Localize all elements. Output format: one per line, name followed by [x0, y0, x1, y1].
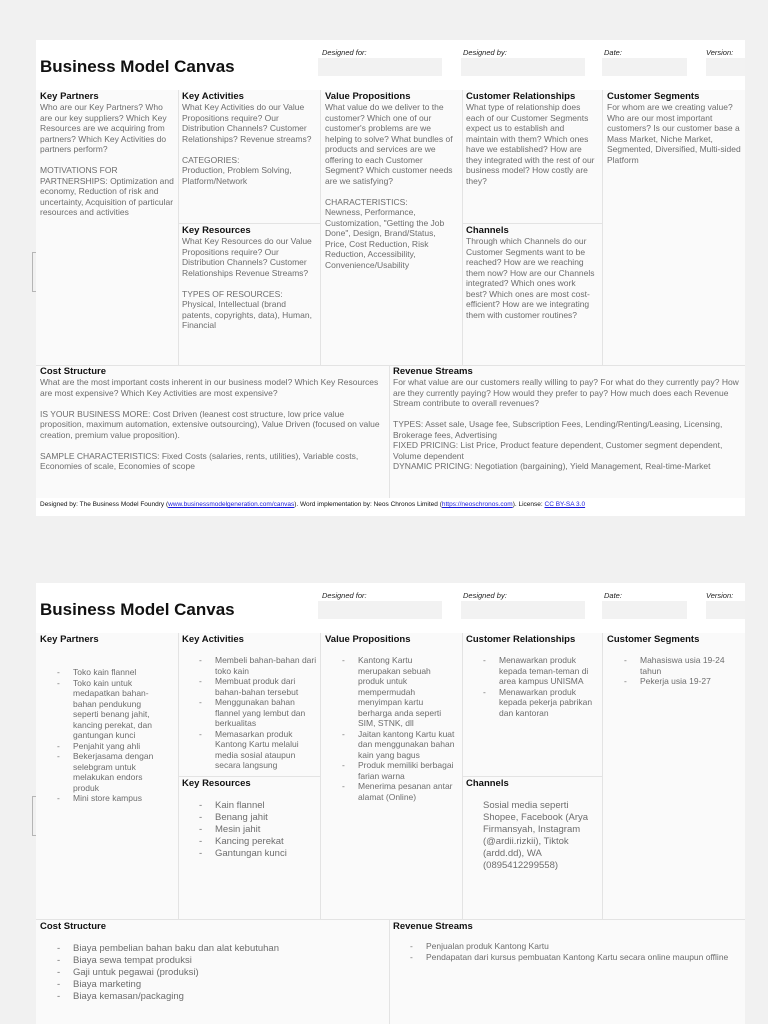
value-propositions-list [342, 655, 456, 802]
canvas-link[interactable]: www.businessmodelgeneration.com/canvas [168, 501, 295, 508]
channels-text: Through which Channels do our Customer Segments want to be reached? How are we reaching them now? How are our Channels integrated? Which ones work best? Which ones are most cost-efficient? How are we integrating them with customer routines? [466, 236, 595, 320]
date-field[interactable] [602, 58, 687, 76]
key-resources-list [199, 800, 317, 860]
revenue-streams-list [410, 941, 732, 962]
customer-segments-title: Customer Segments [607, 634, 700, 645]
key-activities-cell [178, 90, 320, 223]
value-propositions-cell [321, 633, 462, 920]
date-label: Date: [604, 48, 622, 57]
grid-divider [462, 90, 463, 365]
list-item: - Jaitan kantong Kartu kuat dan menggunakan bahan kain yang bagus [342, 729, 456, 761]
list-item: - Mahasiswa usia 19-24 tahun [624, 655, 736, 676]
footer-license-prefix: ). License: [512, 501, 545, 508]
list-item: - Membeli bahan-bahan dari toko kain [199, 655, 317, 676]
license-link[interactable]: CC BY-SA 3.0 [544, 501, 586, 508]
list-item: - Toko kain untuk medapatkan bahan-bahan pendukung seperti benang jahit, kancing perekat, dan gantungan kunci [57, 678, 165, 741]
date-field[interactable] [602, 601, 687, 619]
list-item: - Biaya kemasan/packaging [57, 991, 367, 1003]
designed-for-field[interactable] [318, 58, 442, 76]
cost-structure-title: Cost Structure [40, 366, 106, 377]
grid-divider [320, 633, 321, 920]
key-resources-cell [178, 777, 320, 920]
customer-relationships-title: Customer Relationships [466, 634, 576, 645]
grid-divider [320, 90, 321, 365]
key-activities-title: Key Activities [182, 91, 244, 102]
version-label: Version: [706, 591, 734, 600]
list-item: - Pekerja usia 19-27 [624, 676, 736, 687]
cost-structure-text: What are the most important costs inherent in our business model? Which Key Resources are most expensive? Which Key Activities are most expensive? IS YOUR BUSINESS MORE: Cost Driven (leanest cost structure, low price value proposition, maximum automation, extensive outsourcing), Value Driven (focused on value creation, premium value proposition). SAMPLE CHARACTERISTICS: Fixed Costs (salaries, rents, utilities), Variable costs, Economies of scale, Economies of scope [40, 377, 380, 471]
list-item: - Menggunakan bahan flannel yang lembut dan berkualitas [199, 697, 317, 729]
channels-cell [462, 777, 602, 920]
list-item: - Memasarkan produk Kantong Kartu melalui media sosial ataupun secara langsung [199, 729, 317, 771]
list-item: - Menawarkan produk kepada pekerja pabrikan dan kantoran [483, 687, 601, 719]
designed-by-label: Designed by: [463, 591, 507, 600]
neoschronos-link[interactable]: https://neoschronos.com [441, 501, 513, 508]
version-field[interactable] [706, 601, 745, 619]
customer-relationships-cell [462, 633, 602, 776]
list-item: - Benang jahit [199, 812, 317, 824]
grid-divider [462, 776, 602, 777]
list-item: - Penjualan produk Kantong Kartu [410, 941, 732, 952]
customer-relationships-title: Customer Relationships [466, 91, 576, 102]
channels-title: Channels [466, 778, 509, 789]
list-item: - Kancing perekat [199, 836, 317, 848]
list-item: - Menerima pesanan antar alamat (Online) [342, 781, 456, 802]
channels-title: Channels [466, 225, 509, 236]
key-resources-title: Key Resources [182, 778, 251, 789]
list-item: - Biaya pembelian bahan baku dan alat kebutuhan [57, 943, 367, 955]
designed-by-label: Designed by: [463, 48, 507, 57]
revenue-streams-title: Revenue Streams [393, 921, 473, 932]
value-propositions-cell [321, 90, 462, 365]
key-resources-title: Key Resources [182, 225, 251, 236]
channels-text: Sosial media seperti Shopee, Facebook (Arya Firmansyah, Instagram (@ardii.rizkii), Tiktok (ardd.dd), WA (0895412299558) [483, 800, 589, 871]
list-item: - Gantungan kunci [199, 848, 317, 860]
cost-structure-list [57, 943, 367, 1003]
page-title: Business Model Canvas [40, 600, 235, 619]
cost-structure-title: Cost Structure [40, 921, 106, 932]
canvas-filled-page [36, 583, 745, 1024]
key-activities-list [199, 655, 317, 771]
list-item: - Kain flannel [199, 800, 317, 812]
key-activities-cell [178, 633, 320, 776]
list-item: - Pendapatan dari kursus pembuatan Kantong Kartu secara online maupun offline [410, 952, 732, 963]
list-item: - Gaji untuk pegawai (produksi) [57, 967, 367, 979]
key-partners-title: Key Partners [40, 634, 99, 645]
customer-segments-title: Customer Segments [607, 91, 700, 102]
designed-by-field[interactable] [461, 601, 585, 619]
customer-relationships-list [483, 655, 601, 718]
key-partners-cell [36, 633, 178, 920]
customer-relationships-text: What type of relationship does each of our Customer Segments expect us to establish and maintain with them? Which ones have we established? How are they integrated with the rest of our business model? How costly are they? [466, 102, 595, 186]
grid-divider [389, 365, 390, 498]
list-item: - Kantong Kartu merupakan sebuah produk untuk mempermudah menyimpan kartu berharga anda seperti SIM, STNK, dll [342, 655, 456, 729]
list-item: - Biaya sewa tempat produksi [57, 955, 367, 967]
designed-for-field[interactable] [318, 601, 442, 619]
customer-segments-list [624, 655, 736, 687]
list-item: - Biaya marketing [57, 979, 367, 991]
key-partners-title: Key Partners [40, 91, 99, 102]
key-partners-text: Who are our Key Partners? Who are our key suppliers? Which Key Resources are we acquiring from partners? Which Key Activities do partners perform? MOTIVATIONS FOR PARTNERSHIPS: Optimization and economy, Reduction of risk and uncertainty, Acquisition of particular resources and activities [40, 102, 174, 217]
designed-by-field[interactable] [461, 58, 585, 76]
page-title: Business Model Canvas [40, 57, 235, 76]
key-partners-list [57, 667, 165, 804]
list-item: - Mini store kampus [57, 793, 165, 804]
list-item: - Produk memiliki berbagai farian warna [342, 760, 456, 781]
designed-for-label: Designed for: [322, 591, 367, 600]
revenue-streams-cell [389, 920, 745, 1024]
value-propositions-text: What value do we deliver to the customer? Which one of our customer's problems are we helping to solve? What bundles of products and services are we offering to each Customer Segment? Which customer needs are we satisfying? CHARACTERISTICS: Newness, Performance, Customization, "Getting the Job Done", Design, Brand/Status, Price, Cost Reduction, Risk Reduction, Accessibility, Convenience/Usability [325, 102, 453, 270]
key-activities-text: What Key Activities do our Value Propositions require? Our Distribution Channels? Customer Relationships? Revenue streams? CATEGORIES: Production, Problem Solving, Platform/Network [182, 102, 312, 186]
revenue-streams-title: Revenue Streams [393, 366, 473, 377]
list-item: - Bekerjasama dengan selebgram untuk melakukan endors produk [57, 751, 165, 793]
list-item: - Menawarkan produk kepada teman-teman di area kampus UNISMA [483, 655, 601, 687]
key-activities-title: Key Activities [182, 634, 244, 645]
grid-divider [178, 223, 320, 224]
list-item: - Toko kain flannel [57, 667, 165, 678]
list-item: - Mesin jahit [199, 824, 317, 836]
footer-prefix: Designed by: The Business Model Foundry ( [40, 501, 169, 508]
grid-divider [462, 223, 602, 224]
designed-for-label: Designed for: [322, 48, 367, 57]
grid-divider [36, 919, 745, 920]
grid-divider [36, 365, 745, 366]
value-propositions-title: Value Propositions [325, 91, 411, 102]
key-partners-cell [36, 90, 178, 365]
date-label: Date: [604, 591, 622, 600]
grid-divider [602, 90, 603, 365]
customer-segments-cell [603, 633, 745, 920]
footer-middle: ). Word implementation by: Neos Chronos Limited ( [294, 501, 442, 508]
key-resources-cell [178, 224, 320, 365]
key-resources-text: What Key Resources do our Value Propositions require? Our Distribution Channels? Customer Relationships Revenue Streams? TYPES OF RESOURCES: Physical, Intellectual (brand patents, copyrights, data), Human, Financial [182, 236, 312, 330]
cost-structure-cell [36, 365, 389, 498]
grid-divider [178, 90, 179, 365]
canvas-template-page [36, 40, 745, 516]
list-item: - Membuat produk dari bahan-bahan tersebut [199, 676, 317, 697]
grid-divider [602, 633, 603, 920]
customer-segments-cell [603, 90, 745, 365]
revenue-streams-text: For what value are our customers really willing to pay? For what do they currently pay? How are they currently paying? How would they prefer to pay? How much does each Revenue Stream contribute to overall revenues? TYPES: Asset sale, Usage fee, Subscription Fees, Lending/Renting/Leasing, Licensing, Brokerage fees, Advertising FIXED PRICING: List Price, Product feature dependent, Customer segment dependent, Volume dependent DYNAMIC PRICING: Negotiation (bargaining), Yield Management, Real-time-Market [393, 377, 739, 471]
grid-divider [389, 920, 390, 1024]
version-field[interactable] [706, 58, 745, 76]
channels-cell [462, 224, 602, 365]
customer-relationships-cell [462, 90, 602, 223]
attribution-footer [40, 501, 585, 508]
list-item: - Penjahit yang ahli [57, 741, 165, 752]
revenue-streams-cell [389, 365, 745, 498]
value-propositions-title: Value Propositions [325, 634, 411, 645]
version-label: Version: [706, 48, 734, 57]
cost-structure-cell [36, 920, 389, 1024]
customer-segments-text: For whom are we creating value? Who are our most important customers? Is our customer base a Mass Market, Niche Market, Segmented, Diversified, Multi-sided Platform [607, 102, 741, 165]
grid-divider [178, 776, 320, 777]
